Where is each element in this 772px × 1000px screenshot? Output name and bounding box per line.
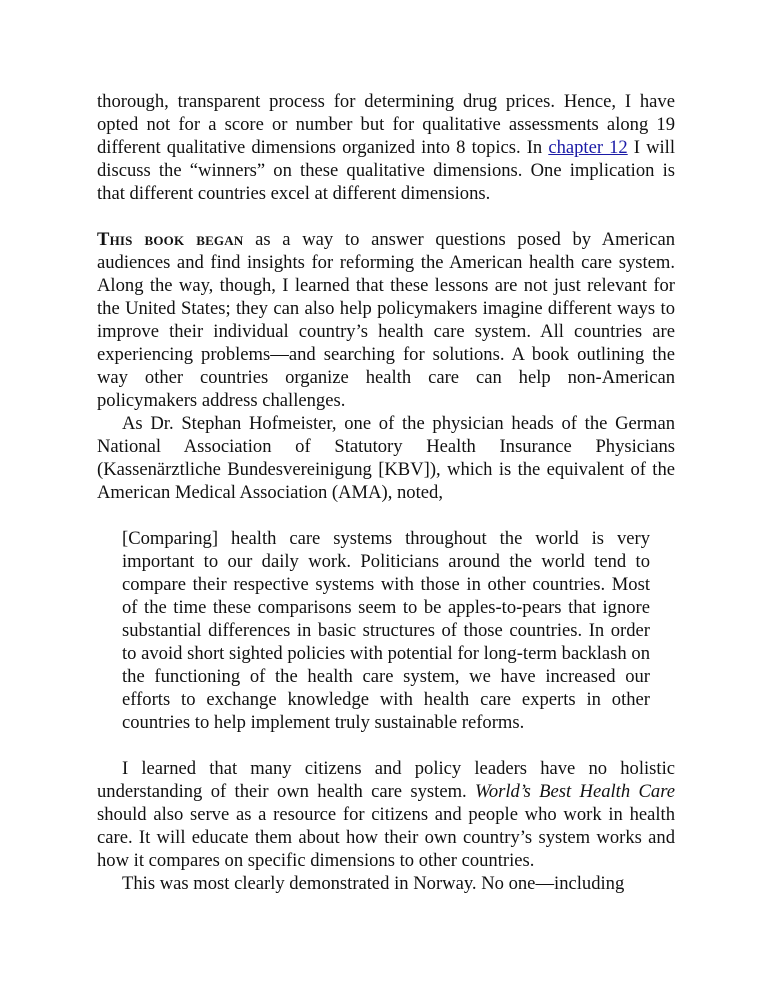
paragraph-text: should also serve as a resource for citizens and people who work in health care. It will educate them about how their own country’s system works and how it compares on specific dimensions to other countries.: [97, 804, 675, 871]
block-quote: [122, 527, 650, 734]
book-title: World’s Best Health Care: [475, 781, 675, 802]
paragraph-text: as a way to answer questions posed by American audiences and find insights for reforming the American health care system. Along the way, though, I learned that these lessons are not just relevant for the United States; they can also help policymakers imagine different ways to improve their individual country’s health care system. All countries are experiencing problems—and searching for solutions. A book outlining the way other countries organize health care can help non-American policymakers address challenges.: [97, 229, 676, 411]
paragraph-book-began: [97, 228, 675, 412]
paragraph-text: I learned that many citizens and policy leaders have no holistic understanding of their own health care system.: [97, 758, 675, 802]
paragraph-holistic-understanding: [97, 757, 675, 872]
paragraph-drug-prices: [97, 90, 675, 205]
paragraph-text: I will discuss the “winners” on these qualitative dimensions. One implication is that different countries excel at different dimensions.: [97, 137, 676, 204]
paragraph-hofmeister: [97, 412, 675, 504]
paragraph-text: thorough, transparent process for determining drug prices. Hence, I have opted not for a score or number but for qualitative assessments along 19 different qualitative dimensions organized into 8 topics. In: [97, 91, 675, 158]
quote-text: [Comparing] health care systems throughout the world is very important to our daily work. Politicians around the world tend to compare their respective systems with those in other countries. Most of the time these comparisons seem to be apples-to-pears that ignore substantial differences in basic structures of those countries. In order to avoid short sighted policies with potential for long-term backlash on the functioning of the health care system, we have increased our efforts to exchange knowledge with health care experts in other countries to help implement truly sustainable reforms.: [122, 528, 650, 733]
section-lead-in: This book began: [97, 229, 244, 250]
chapter-12-link[interactable]: chapter 12: [548, 137, 628, 158]
paragraph-text: As Dr. Stephan Hofmeister, one of the physician heads of the German National Association of Statutory Health Insurance Physicians (Kassenärztliche Bundesvereinigung [KBV]), which is the equivalent of the American Medical Association (AMA), noted,: [97, 413, 675, 503]
paragraph-text: This was most clearly demonstrated in Norway. No one—including: [122, 873, 625, 894]
paragraph-norway: [97, 872, 675, 895]
page-body: [97, 90, 675, 895]
